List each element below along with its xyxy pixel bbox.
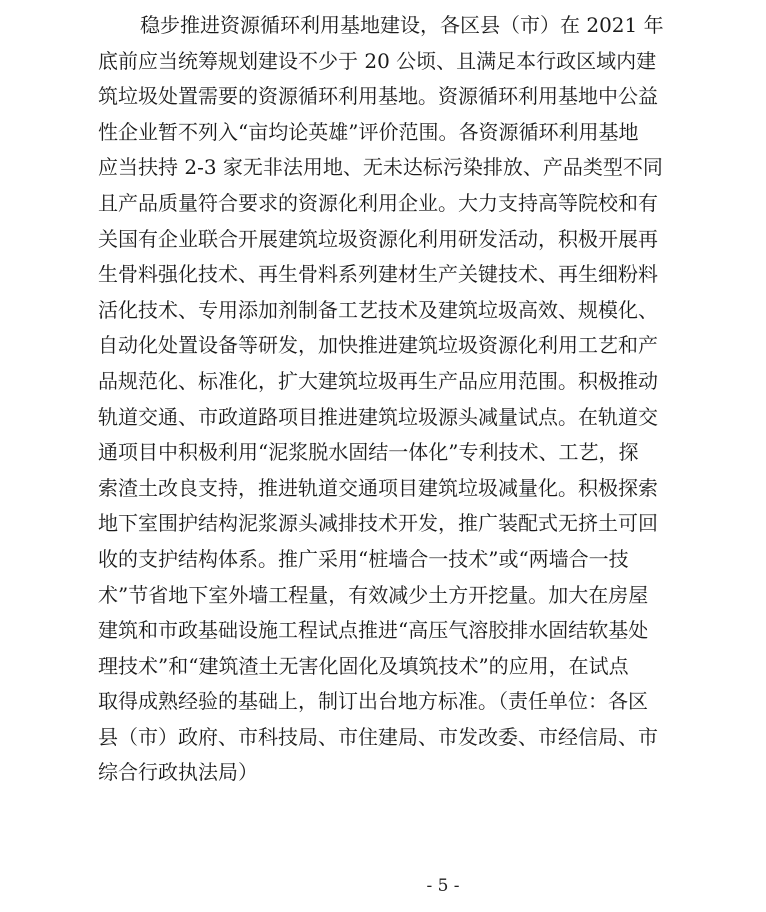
text-line: 术”节省地下室外墙工程量，有效减少土方开挖量。加大在房屋: [98, 582, 649, 607]
text-line: 地下室围护结构泥浆源头减排技术开发，推广装配式无挤土可回: [98, 511, 658, 536]
text-line: 品规范化、标准化，扩大建筑垃圾再生产品应用范围。积极推动: [98, 368, 658, 393]
text-line: 收的支护结构体系。推广采用“桩墙合一技术”或“两墙合一技: [98, 546, 629, 571]
text-line: 通项目中积极利用“泥浆脱水固结一体化”专利技术、工艺，探: [98, 440, 639, 465]
text-line: 应当扶持 2-3 家无非法用地、无未达标污染排放、产品类型不同: [98, 155, 663, 180]
text-line: 自动化处置设备等研发，加快推进建筑垃圾资源化利用工艺和产: [98, 333, 658, 358]
text-line: 轨道交通、市政道路项目推进建筑垃圾源头减量试点。在轨道交: [98, 404, 658, 429]
text-line: 取得成熟经验的基础上，制订出台地方标准。（责任单位：各区: [98, 689, 648, 714]
text-line: 关国有企业联合开展建筑垃圾资源化利用研发活动，积极开展再: [98, 226, 658, 251]
text-line: 活化技术、专用添加剂制备工艺技术及建筑垃圾高效、规模化、: [98, 297, 658, 322]
text-line: 性企业暂不列入“亩均论英雄”评价范围。各资源循环利用基地: [98, 119, 639, 144]
text-line: 索渣土改良支持，推进轨道交通项目建筑垃圾减量化。积极探索: [98, 475, 658, 500]
text-line: 县（市）政府、市科技局、市住建局、市发改委、市经信局、市: [98, 724, 658, 749]
text-line: 筑垃圾处置需要的资源循环利用基地。资源循环利用基地中公益: [98, 84, 658, 109]
text-line: 生骨料强化技术、再生骨料系列建材生产关键技术、再生细粉料: [98, 262, 658, 287]
text-line: 理技术”和“建筑渣土无害化固化及填筑技术”的应用，在试点: [98, 653, 629, 678]
text-line: 建筑和市政基础设施工程试点推进“高压气溶胶排水固结软基处: [98, 618, 649, 643]
text-line: 且产品质量符合要求的资源化利用企业。大力支持高等院校和有: [98, 190, 658, 215]
text-line: 底前应当统筹规划建设不少于 20 公顷、且满足本行政区域内建: [98, 48, 657, 73]
page-number: - 5 -: [426, 876, 460, 896]
text-line: 稳步推进资源循环利用基地建设，各区县（市）在 2021 年: [140, 13, 664, 37]
text-line: 综合行政执法局）: [98, 760, 258, 785]
body-paragraph: [98, 8, 698, 791]
